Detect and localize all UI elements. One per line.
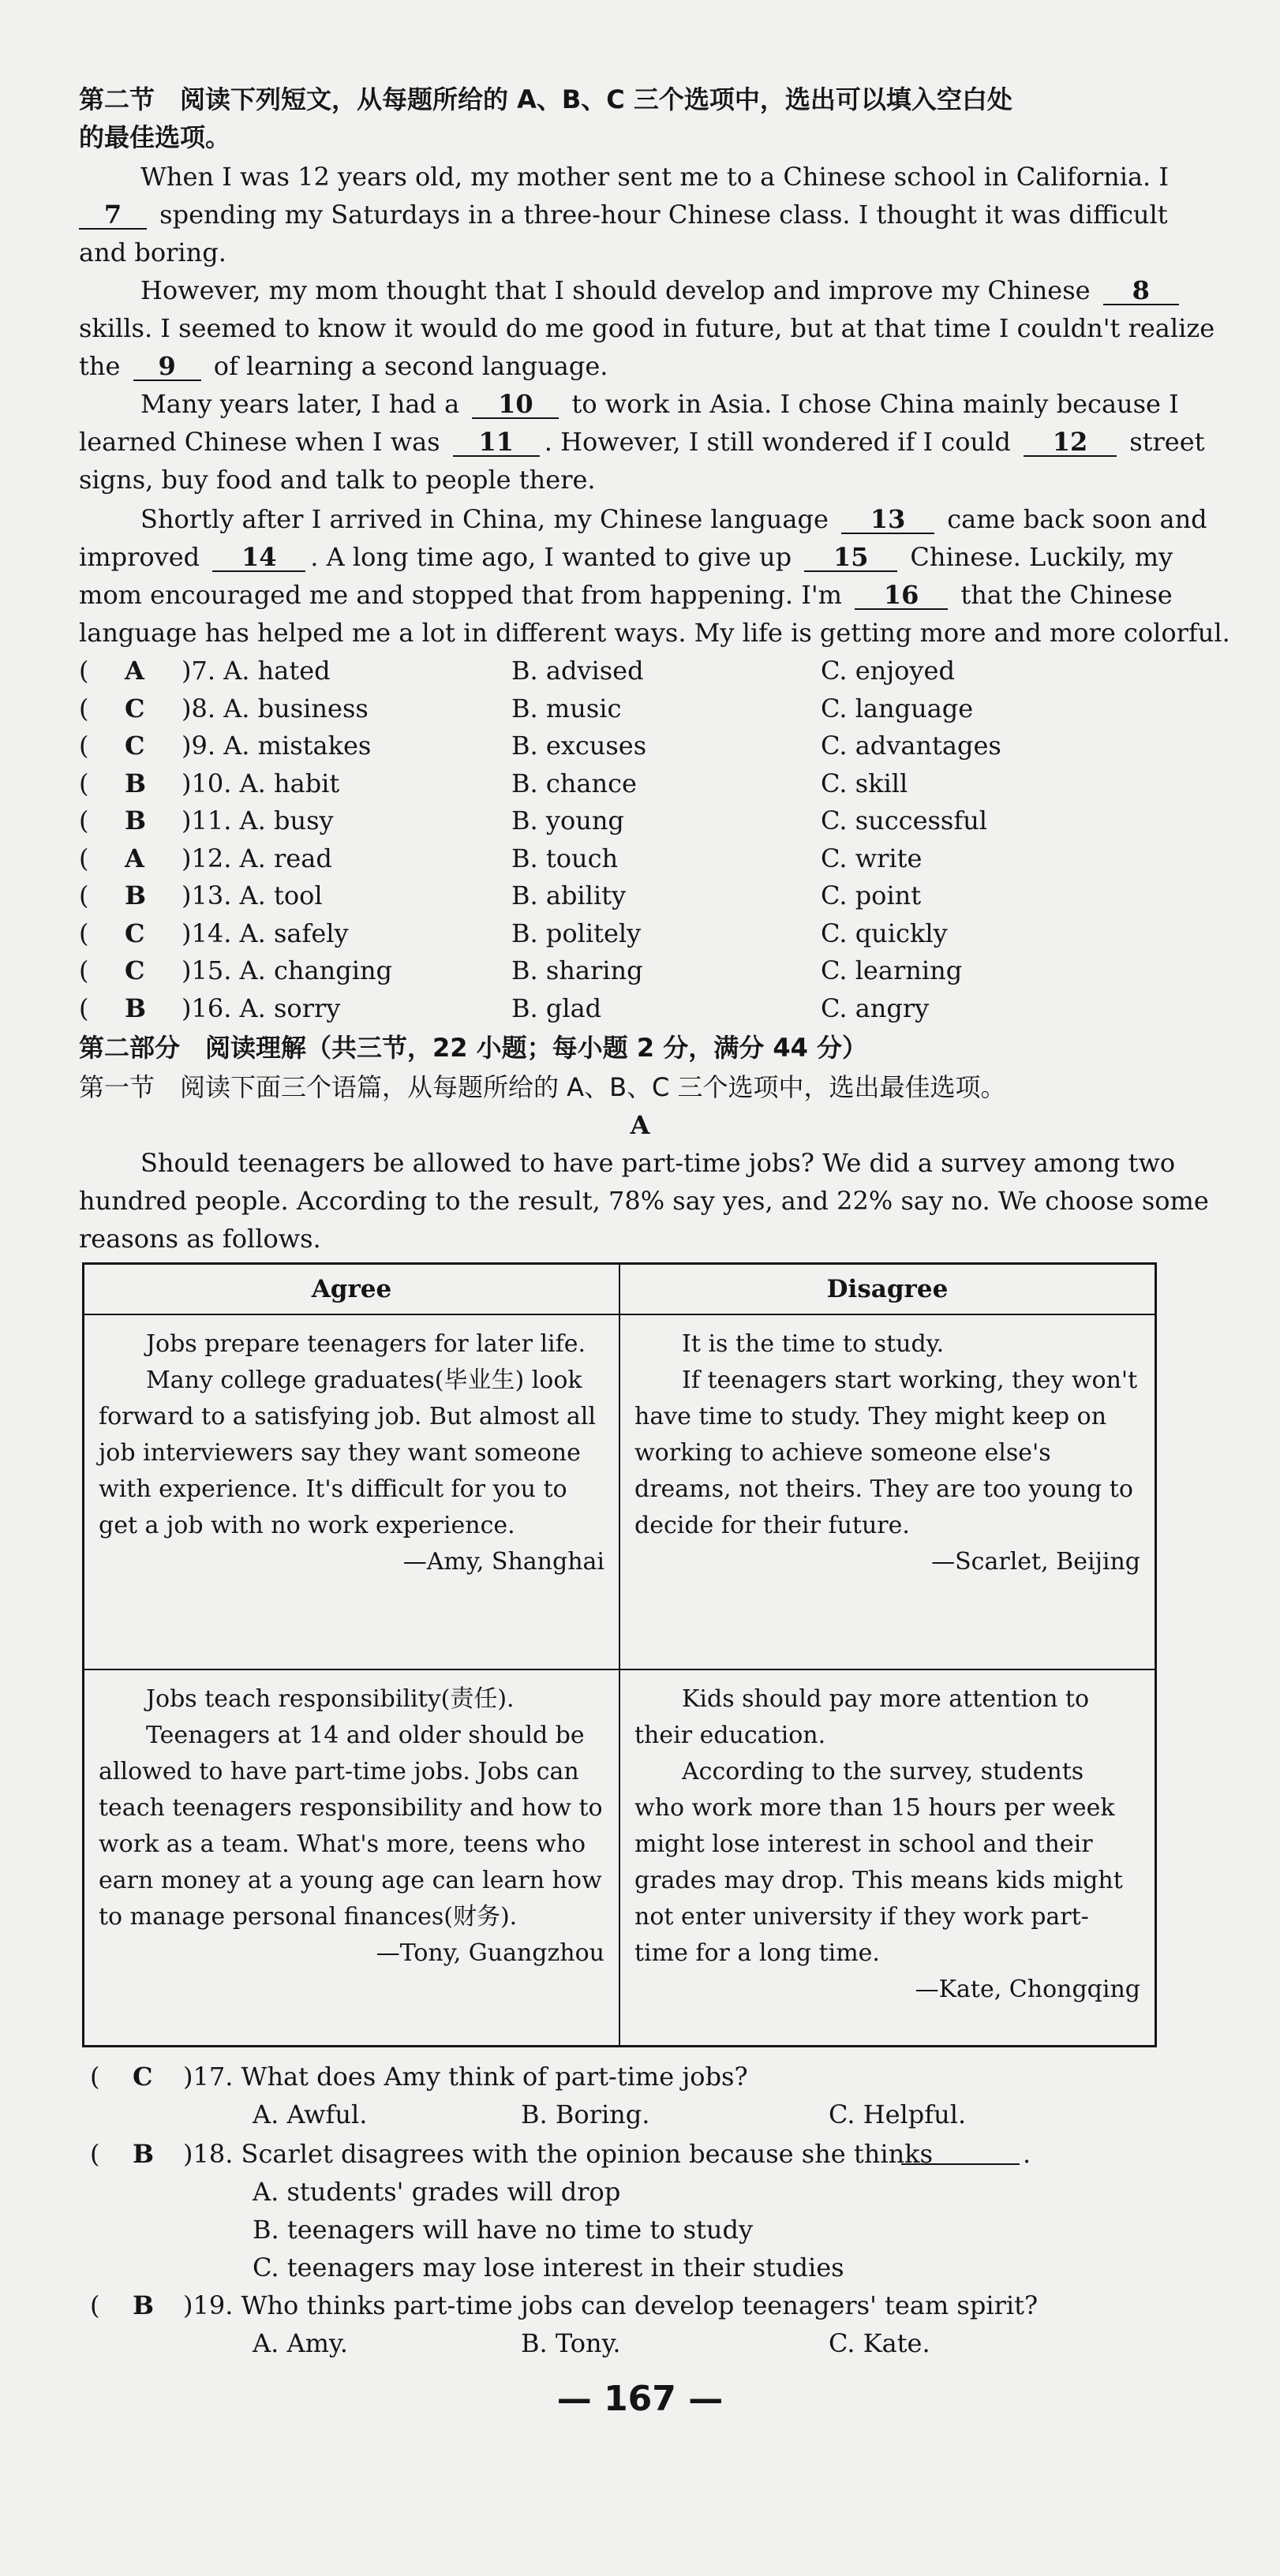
question-18-option-c: C. teenagers may lose interest in their studies [253,2253,844,2283]
opinion-scarlet: It is the time to study. If teenagers start working, they won't have time to study. They might keep on working to achieve someone else's dreams, not theirs. They are too young to decide for their future. —Scarlet, Beijing [619,1314,1156,1669]
section-heading-cont: 的最佳选项。 [79,122,231,152]
answer-mark: A [125,843,144,873]
passage-line: 7 spending my Saturdays in a three-hour Chinese class. I thought it was difficult [79,197,1168,232]
option-row: ( C )9. A. mistakes B. excuses C. advantages [79,728,1184,763]
blank-15: 15 [804,544,897,572]
answer-mark: C [125,918,145,948]
passage-line: skills. I seemed to know it would do me good in future, but at that time I couldn't realize [79,313,1215,343]
answer-mark: B [133,2139,155,2169]
option-row: ( C )14. A. safely B. politely C. quickly [79,916,1184,951]
question-17: ( C )17. What does Amy think of part-time jobs? [79,2059,1184,2094]
passage-line: improved 14 . A long time ago, I wanted to give up 15 Chinese. Luckily, my [79,542,1173,572]
blank-14: 14 [212,544,305,572]
passage-line: Many years later, I had a 10 to work in Asia. I chose China mainly because I [140,389,1179,419]
question-18: ( B )18. Scarlet disagrees with the opinion because she thinks . [79,2137,1184,2171]
option-row: ( B )11. A. busy B. young C. successful [79,803,1184,838]
option-row: ( B )10. A. habit B. chance C. skill [79,766,1184,801]
intro-line: Should teenagers be allowed to have part-time jobs? We did a survey among two [140,1148,1176,1178]
signature: —Tony, Guangzhou [376,1939,604,1967]
blank-8: 8 [1103,277,1179,305]
answer-mark: B [133,2290,155,2320]
blank-13: 13 [841,506,934,534]
option-row: ( B )16. A. sorry B. glad C. angry [79,991,1184,1026]
signature: —Kate, Chongqing [915,1976,1140,2003]
question-17-options: A. Awful. B. Boring. C. Helpful. [253,2099,967,2129]
answer-mark: B [125,768,147,798]
blank-10: 10 [472,391,559,419]
option-row: ( A )12. A. read B. touch C. write [79,841,1184,876]
passage-line: mom encouraged me and stopped that from happening. I'm 16 that the Chinese [79,580,1173,610]
section-heading: 第二节 阅读下列短文，从每题所给的 A、B、C 三个选项中，选出可以填入空白处 [79,84,1012,114]
part2-title: 第二部分 阅读理解（共三节，22 小题；每小题 2 分，满分 44 分） [79,1033,868,1063]
agree-header: Agree [84,1264,620,1315]
passage-line: However, my mom thought that I should develop and improve my Chinese 8 [140,273,1184,308]
blank-9: 9 [133,353,201,381]
opinion-kate: Kids should pay more attention to their education. According to the survey, students who work more than 15 hours per week might lose interest in school and their grades may drop. This means kids might not enter university if they work part-time for a long time. —Kate, Chongqing [619,1669,1156,2047]
question-19-options: A. Amy. B. Tony. C. Kate. [253,2328,930,2358]
part2-subtitle: 第一节 阅读下面三个语篇，从每题所给的 A、B、C 三个选项中，选出最佳选项。 [79,1072,1006,1102]
question-18-option-b: B. teenagers will have no time to study [253,2215,754,2245]
option-row: ( B )13. A. tool B. ability C. point [79,878,1184,913]
passage-line: Shortly after I arrived in China, my Chinese language 13 came back soon and [140,504,1207,534]
passage-line: When I was 12 years old, my mother sent me to a Chinese school in California. I [140,162,1170,192]
answer-mark: C [125,731,145,761]
question-19: ( B )19. Who thinks part-time jobs can develop teenagers' team spirit? [79,2288,1184,2323]
blank-16: 16 [855,581,948,610]
survey-table [82,1262,1157,2047]
opinion-tony: Jobs teach responsibility(责任). Teenagers at 14 and older should be allowed to have part-time jobs. Jobs can teach teenagers responsibility and how to work as a team. What's more, teens who earn money at a young age can learn how to manage personal finances(财务). —Tony, Guangzhou [84,1669,620,2047]
answer-mark: B [125,806,147,836]
signature: —Scarlet, Beijing [931,1548,1140,1576]
passage-line: language has helped me a lot in different ways. My life is getting more and more colorful. [79,618,1230,648]
blank-12: 12 [1024,428,1117,457]
answer-mark: A [125,656,144,686]
answer-mark: C [125,955,145,985]
passage-label: A [630,1110,650,1140]
opinion-amy: Jobs prepare teenagers for later life. Many college graduates(毕业生) look forward to a satisfying job. But almost all job interviewers say they want someone with experience. It's difficult for you to get a job with no work experience. —Amy, Shanghai [84,1314,620,1669]
passage-line: signs, buy food and talk to people there. [79,465,596,495]
passage-line: and boring. [79,237,226,267]
disagree-header: Disagree [619,1264,1156,1315]
page-number: — 167 — [556,2379,724,2419]
option-row: ( C )15. A. changing B. sharing C. learning [79,953,1184,988]
intro-line: hundred people. According to the result, 78% say yes, and 22% say no. We choose some [79,1186,1209,1216]
signature: —Amy, Shanghai [402,1548,604,1576]
passage-line: the 9 of learning a second language. [79,351,608,381]
answer-mark: B [125,993,147,1023]
passage-line: learned Chinese when I was 11 . However, I still wondered if I could 12 street [79,427,1205,457]
question-18-option-a: A. students' grades will drop [253,2177,621,2207]
answer-mark: C [125,693,145,723]
option-row: ( A )7. A. hated B. advised C. enjoyed [79,653,1184,688]
answer-mark: C [133,2062,153,2092]
answer-mark: B [125,880,147,910]
blank-11: 11 [453,428,540,457]
blank-7: 7 [79,201,147,230]
option-row: ( C )8. A. business B. music C. language [79,691,1184,726]
answer-blank [901,2163,1020,2165]
intro-line: reasons as follows. [79,1224,321,1254]
